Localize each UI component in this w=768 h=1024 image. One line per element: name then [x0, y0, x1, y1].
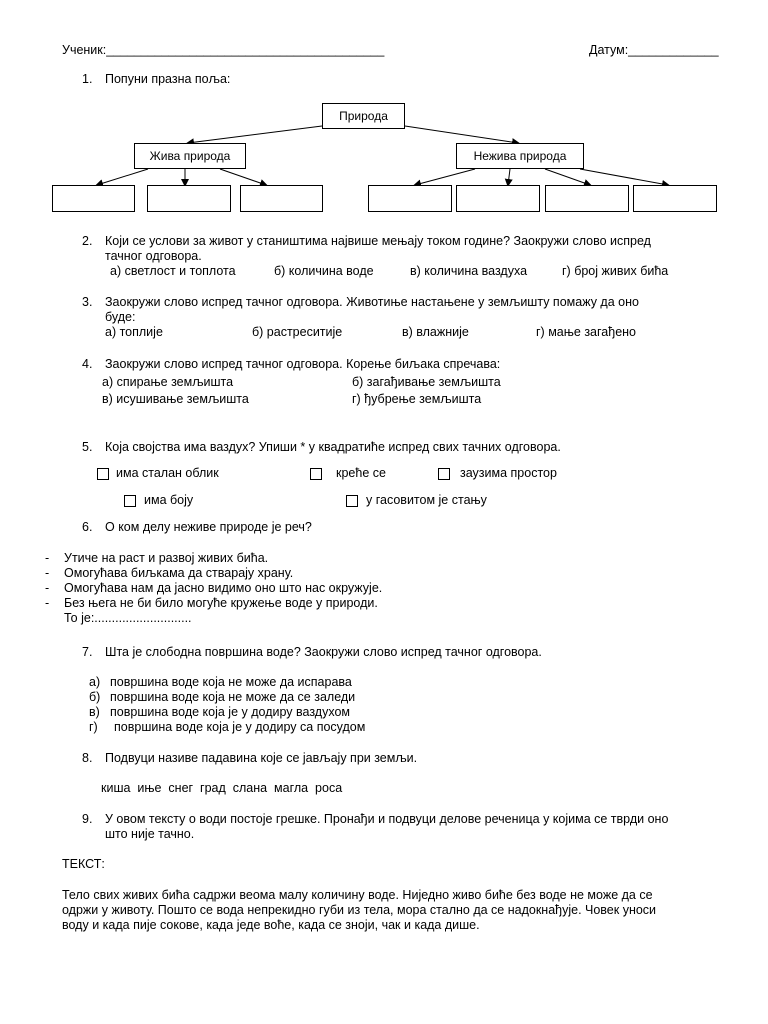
q9-text-line2: што није тачно.	[105, 827, 195, 841]
q3-text-line1: Заокружи слово испред тачног одговора. Животиње настањене у земљишту помажу да оно	[105, 295, 639, 309]
q4-option-g[interactable]: г) ђубрење земљишта	[352, 392, 482, 406]
text-section-title: ТЕКСТ:	[62, 857, 105, 871]
q7-letter-b: б)	[89, 690, 101, 704]
q5-checkbox-1[interactable]	[97, 468, 109, 480]
q4-option-v[interactable]: в) исушивање земљишта	[102, 392, 249, 406]
tree-blank-2[interactable]	[147, 185, 231, 212]
tree-neziva-label: Нежива природа	[473, 149, 567, 163]
q7-letter-v: в)	[89, 705, 100, 719]
tree-blank-7[interactable]	[633, 185, 717, 212]
q7-option-b[interactable]: површина воде која не може да се заледи	[110, 690, 356, 704]
q6-bullet-2: -	[45, 566, 50, 580]
q6-number: 6.	[82, 520, 93, 534]
q3-option-b[interactable]: б) растреситије	[252, 325, 343, 339]
q5-text: Која својства има ваздух? Упиши * у квадратиће испред свих тачних одговора.	[105, 440, 561, 454]
text-line-2[interactable]: одржи у животу. Пошто се вода непрекидно губи из тела, мора стално да се надокнађује. Човек уноси	[62, 903, 657, 917]
q3-text-line2: буде:	[105, 310, 136, 324]
q7-option-g[interactable]: површина воде која је у додиру са посудом	[114, 720, 366, 734]
q6-bullet-3: -	[45, 581, 50, 595]
tree-node-neziva	[456, 143, 584, 169]
q2-option-b[interactable]: б) количина воде	[274, 264, 374, 278]
q3-option-g[interactable]: г) мање загађено	[536, 325, 636, 339]
q1-number: 1.	[82, 72, 93, 86]
tree-root-label: Природа	[339, 109, 388, 123]
q2-number: 2.	[82, 234, 93, 248]
q5-number: 5.	[82, 440, 93, 454]
tree-ziva-label: Жива природа	[149, 149, 231, 163]
q8-text: Подвуци називе падавина које се јављају при земљи.	[105, 751, 418, 765]
tree-blank-5[interactable]	[456, 185, 540, 212]
q3-number: 3.	[82, 295, 93, 309]
q5-checkbox-4[interactable]	[124, 495, 136, 507]
q5-checkbox-2[interactable]	[310, 468, 322, 480]
tree-blank-4[interactable]	[368, 185, 452, 212]
q2-option-g[interactable]: г) број живих бића	[562, 264, 669, 278]
q4-option-a[interactable]: а) спирање земљишта	[102, 375, 234, 389]
q9-text-line1: У овом тексту о води постоје грешке. Пронађи и подвуци делове реченица у којима се тврди оно	[105, 812, 669, 826]
q8-number: 8.	[82, 751, 93, 765]
tree-blank-1[interactable]	[52, 185, 135, 212]
q4-number: 4.	[82, 357, 93, 371]
q5-checkbox-3[interactable]	[438, 468, 450, 480]
q6-clue-4: Без њега не би било могуће кружење воде у природи.	[64, 596, 378, 610]
q2-option-v[interactable]: в) количина ваздуха	[410, 264, 528, 278]
q7-option-v[interactable]: површина воде која је у додиру ваздухом	[110, 705, 350, 719]
tree-blank-6[interactable]	[545, 185, 629, 212]
q5-option-3: заузима простор	[460, 466, 557, 480]
tree-root-priroda	[322, 103, 405, 129]
q6-text: О ком делу неживе природе је реч?	[105, 520, 312, 534]
q6-clue-2: Омогућава биљкама да стварају храну.	[64, 566, 294, 580]
q4-option-b[interactable]: б) загађивање земљишта	[352, 375, 501, 389]
date-field[interactable]: Датум:_____________	[589, 43, 719, 57]
text-line-1[interactable]: Тело свих живих бића садржи веома малу количину воде. Ниједно живо биће без воде не може да се	[62, 888, 653, 902]
q6-clue-1: Утиче на раст и развој живих бића.	[64, 551, 269, 565]
q5-option-4: има боју	[144, 493, 194, 507]
q6-bullet-1: -	[45, 551, 50, 565]
q4-text: Заокружи слово испред тачног одговора. Корење биљака спречава:	[105, 357, 501, 371]
q7-letter-g: г)	[89, 720, 98, 734]
q7-option-a[interactable]: површина воде која не може да испарава	[110, 675, 352, 689]
q9-number: 9.	[82, 812, 93, 826]
text-line-3[interactable]: воду и када пије сокове, када једе воће, када се зноји, чак и када дише.	[62, 918, 480, 932]
q5-option-1: има сталан облик	[116, 466, 219, 480]
q8-words[interactable]: киша иње снег град слана магла роса	[101, 781, 343, 795]
q3-option-v[interactable]: в) влажније	[402, 325, 469, 339]
q2-text-line1: Који се услови за живот у стаништима највише мењају током године? Заокружи слово испред	[105, 234, 651, 248]
q1-text: Попуни празна поља:	[105, 72, 231, 86]
q7-number: 7.	[82, 645, 93, 659]
q2-text-line2: тачног одговора.	[105, 249, 202, 263]
q7-letter-a: а)	[89, 675, 101, 689]
q6-answer-field[interactable]: То је:............................	[64, 611, 192, 625]
q6-clue-3: Омогућава нам да јасно видимо оно што нас окружује.	[64, 581, 383, 595]
tree-blank-3[interactable]	[240, 185, 323, 212]
q6-bullet-4: -	[45, 596, 50, 610]
q2-option-a[interactable]: а) светлост и топлота	[110, 264, 236, 278]
tree-node-ziva	[134, 143, 246, 169]
q5-checkbox-5[interactable]	[346, 495, 358, 507]
q5-option-2: креће се	[336, 466, 386, 480]
q7-text: Шта је слободна површина воде? Заокружи слово испред тачног одговора.	[105, 645, 542, 659]
q5-option-5: у гасовитом је стању	[366, 493, 487, 507]
student-name-field[interactable]: Ученик:________________________________________	[62, 43, 385, 57]
q3-option-a[interactable]: а) топлије	[105, 325, 163, 339]
